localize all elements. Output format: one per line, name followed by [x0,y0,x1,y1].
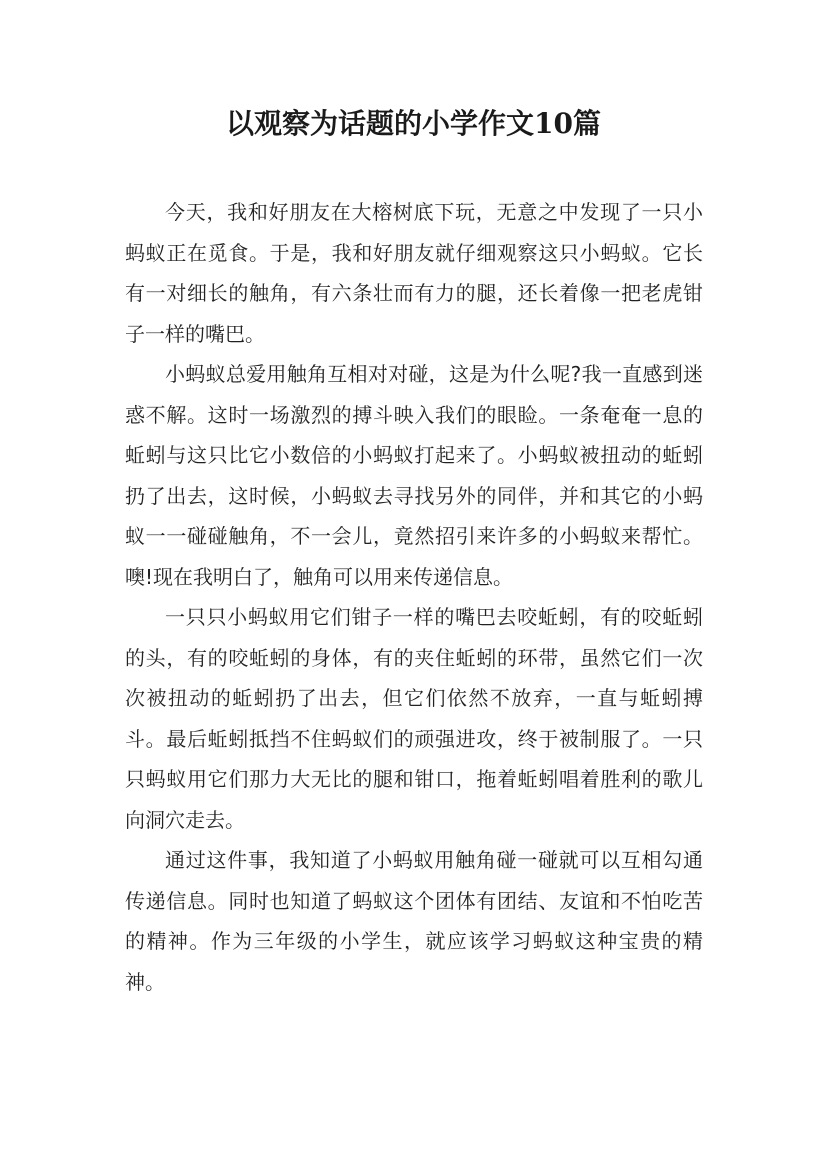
paragraph-3: 一只只小蚂蚁用它们钳子一样的嘴巴去咬蚯蚓，有的咬蚯蚓的头，有的咬蚯蚓的身体，有的夹住蚯蚓的环带，虽然它们一次次被扭动的蚯蚓扔了出去，但它们依然不放弃，一直与蚯蚓搏斗。最后蚯蚓抵挡不住蚂蚁们的顽强进攻，终于被制服了。一只只蚂蚁用它们那力大无比的腿和钳口，拖着蚯蚓唱着胜利的歌儿向洞穴走去。 [125,605,703,832]
document-title: 以观察为话题的小学作文10篇 [226,107,601,140]
document-body [125,192,703,1002]
paragraph-2: 小蚂蚁总爱用触角互相对对碰，这是为什么呢?我一直感到迷惑不解。这时一场激烈的搏斗映入我们的眼睑。一条奄奄一息的蚯蚓与这只比它小数倍的小蚂蚁打起来了。小蚂蚁被扭动的蚯蚓扔了出去，这时候，小蚂蚁去寻找另外的同伴，并和其它的小蚂蚁一一碰碰触角，不一会儿，竟然招引来许多的小蚂蚁来帮忙。噢!现在我明白了，触角可以用来传递信息。 [125,362,703,589]
paragraph-1: 今天，我和好朋友在大榕树底下玩，无意之中发现了一只小蚂蚁正在觅食。于是，我和好朋友就仔细观察这只小蚂蚁。它长有一对细长的触角，有六条壮而有力的腿，还长着像一把老虎钳子一样的嘴巴。 [125,200,703,346]
paragraph-4: 通过这件事，我知道了小蚂蚁用触角碰一碰就可以互相勾通传递信息。同时也知道了蚂蚁这个团体有团结、友谊和不怕吃苦的精神。作为三年级的小学生，就应该学习蚂蚁这种宝贵的精神。 [125,848,703,994]
